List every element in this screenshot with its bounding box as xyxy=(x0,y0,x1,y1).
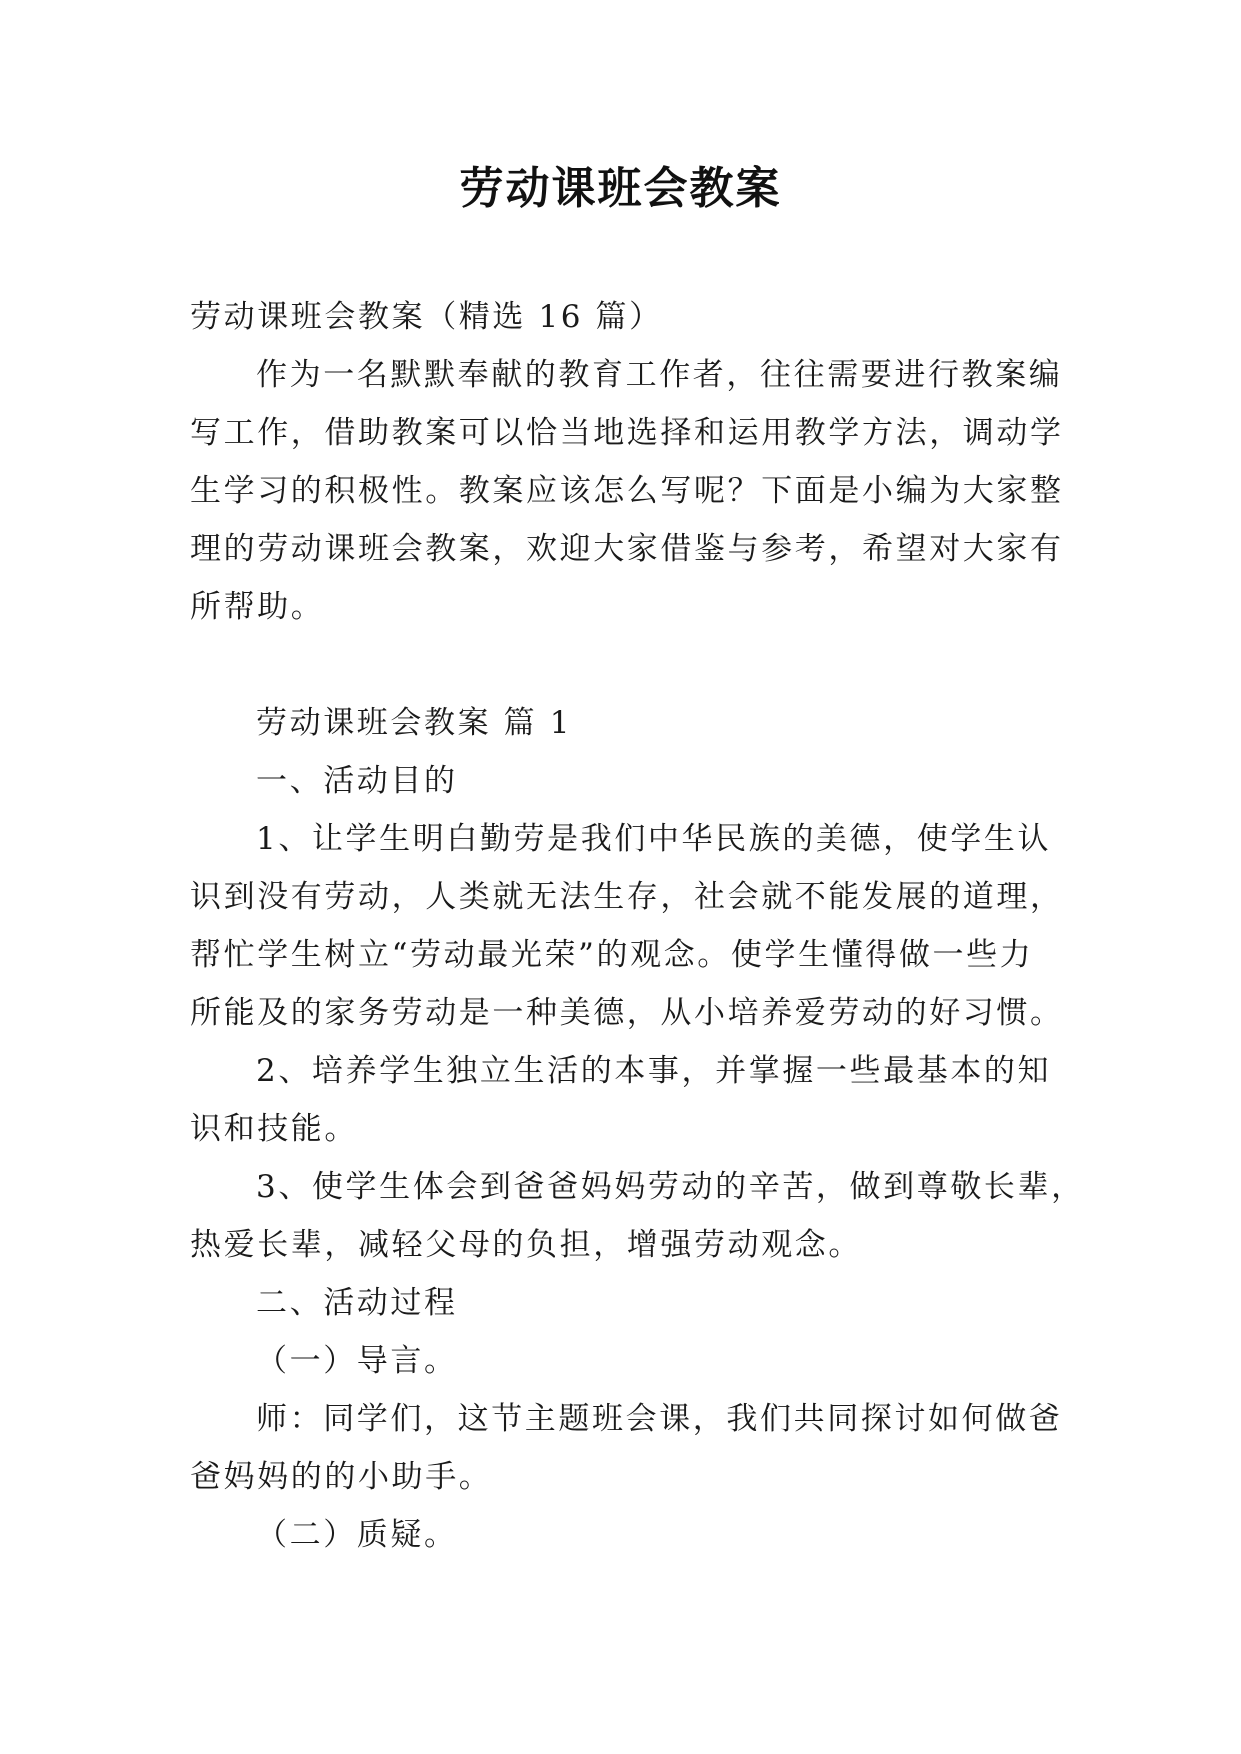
teacher-line: 师：同学们，这节主题班会课，我们共同探讨如何做爸 xyxy=(256,1401,1063,1437)
goal-item-2-line: 2、培养学生独立生活的本事，并掌握一些最基本的知 xyxy=(256,1053,1052,1089)
subheading-questioning: （二）质疑。 xyxy=(256,1517,458,1553)
goal-item-1-line: 识到没有劳动，人类就无法生存，社会就不能发展的道理， xyxy=(190,879,1064,915)
goal-item-1-line: 1、让学生明白勤劳是我们中华民族的美德，使学生认 xyxy=(256,821,1052,857)
goal-item-2-line: 识和技能。 xyxy=(190,1111,358,1147)
heading-activity-goal: 一、活动目的 xyxy=(256,763,458,799)
intro-line: 写工作，借助教案可以恰当地选择和运用教学方法，调动学 xyxy=(190,415,1064,451)
intro-line: 作为一名默默奉献的教育工作者，往往需要进行教案编 xyxy=(256,357,1063,393)
section-title: 劳动课班会教案 篇 1 xyxy=(256,705,573,741)
goal-item-1-line: 所能及的家务劳动是一种美德，从小培养爱劳动的好习惯。 xyxy=(190,995,1064,1031)
heading-activity-process: 二、活动过程 xyxy=(256,1285,458,1321)
document-body xyxy=(190,288,1085,1564)
document-subtitle: 劳动课班会教案（精选 16 篇） xyxy=(190,299,663,335)
paragraph-spacer xyxy=(190,636,1056,694)
intro-line: 所帮助。 xyxy=(190,589,325,625)
subheading-introduction: （一）导言。 xyxy=(256,1343,458,1379)
teacher-line: 爸妈妈的的小助手。 xyxy=(190,1459,493,1495)
document-title: 劳动课班会教案 xyxy=(459,163,782,214)
goal-item-1-line: 帮忙学生树立“劳动最光荣”的观念。使学生懂得做一些力 xyxy=(190,937,1034,973)
intro-line: 生学习的积极性。教案应该怎么写呢？下面是小编为大家整 xyxy=(190,473,1064,509)
goal-item-3-line: 3、使学生体会到爸爸妈妈劳动的辛苦，做到尊敬长辈， xyxy=(256,1169,1085,1205)
intro-line: 理的劳动课班会教案，欢迎大家借鉴与参考，希望对大家有 xyxy=(190,531,1064,567)
goal-item-3-line: 热爱长辈，减轻父母的负担，增强劳动观念。 xyxy=(190,1227,862,1263)
